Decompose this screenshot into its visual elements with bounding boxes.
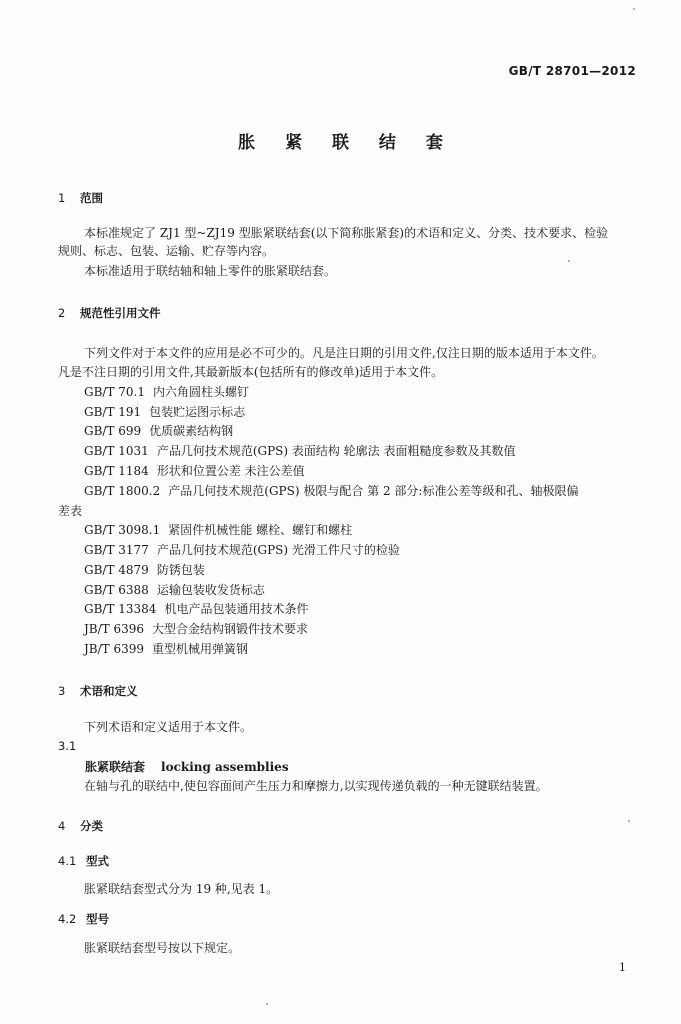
term-chinese: 胀紧联结套 [85,760,146,774]
section-number: 1 [58,191,66,205]
reference-item [84,442,516,460]
reference-code: GB/T 3177 [84,543,149,557]
subsection-title: 型式 [86,854,109,868]
subsection-title: 型号 [86,912,109,926]
section-number: 3 [58,684,66,698]
reference-item [84,383,249,401]
section-number: 4 [58,819,66,833]
term-english: locking assemblies [161,760,289,774]
document-title: 胀 紧 联 结 套 [238,133,455,153]
subsection-4-1-heading [58,853,109,869]
reference-title: 大型合金结构钢锻件技术要求 [152,622,309,636]
section-title: 分类 [80,819,103,833]
reference-title: 形状和位置公差 未注公差值 [156,464,305,478]
scope-applicability: 本标准适用于联结轴和轴上零件的胀紧联结套。 [84,264,337,278]
reference-item [84,640,248,658]
section-3-heading [58,683,138,699]
scan-speck [628,820,630,822]
term-entry [85,758,289,775]
scan-speck [266,1003,268,1005]
reference-item [84,561,205,579]
reference-title: 运输包装收发货标志 [156,583,265,597]
reference-code: GB/T 6388 [84,583,149,597]
clause-number: 3.1 [58,739,77,753]
section-title: 规范性引用文件 [80,306,161,320]
reference-code: GB/T 191 [84,405,142,419]
section-title: 术语和定义 [80,684,138,698]
reference-title: 产品几何技术规范(GPS) 极限与配合 第 2 部分:标准公差等级和孔、轴极限偏 [168,484,579,498]
subsection-number: 4.1 [58,854,77,868]
references-intro-line-2: 凡是不注日期的引用文件,其最新版本(包括所有的修改单)适用于本文件。 [58,365,444,379]
scan-speck [633,8,635,10]
reference-code: GB/T 70.1 [84,385,145,399]
section-4-heading [58,818,103,834]
reference-title: 优质碳素结构钢 [149,424,234,438]
reference-code: JB/T 6399 [84,642,145,656]
reference-title: 重型机械用弹簧钢 [152,642,249,656]
scope-paragraph-line-1: 本标准规定了 ZJ1 型~ZJ19 型胀紧联结套(以下简称胀紧套)的术语和定义、分类、技术要求、检验 [84,226,609,240]
reference-code: GB/T 1800.2 [84,484,161,498]
reference-title: 机电产品包装通用技术条件 [164,602,309,616]
reference-item [84,403,245,421]
reference-code: GB/T 3098.1 [84,523,161,537]
reference-item [84,541,400,559]
model-paragraph: 胀紧联结套型号按以下规定。 [84,941,241,955]
reference-item [84,521,352,539]
reference-item [84,600,308,618]
reference-continuation: 差表 [58,504,83,518]
reference-code: GB/T 1184 [84,464,149,478]
type-paragraph: 胀紧联结套型式分为 19 种,见表 1。 [84,882,279,896]
reference-title: 防锈包装 [156,563,205,577]
page-number: 1 [619,961,626,974]
reference-title: 产品几何技术规范(GPS) 表面结构 轮廓法 表面粗糙度参数及其数值 [156,444,516,458]
reference-title: 紧固件机械性能 螺栓、螺钉和螺柱 [168,523,353,537]
subsection-number: 4.2 [58,912,77,926]
standard-number: GB/T 28701—2012 [508,64,636,78]
terms-intro: 下列术语和定义适用于本文件。 [84,720,253,734]
section-1-heading [58,190,103,206]
reference-item [84,482,578,500]
reference-item [84,581,265,599]
reference-item [84,422,233,440]
term-definition: 在轴与孔的联结中,使包容面间产生压力和摩擦力,以实现传递负载的一种无键联结装置。 [84,779,548,793]
scan-speck [568,260,570,262]
reference-title: 产品几何技术规范(GPS) 光滑工件尺寸的检验 [156,543,400,557]
reference-item [84,620,308,638]
scope-paragraph-line-2: 规则、标志、包装、运输、贮存等内容。 [58,244,275,258]
section-title: 范围 [80,191,103,205]
reference-title: 包装贮运图示标志 [149,405,246,419]
reference-item [84,462,305,480]
references-intro-line-1: 下列文件对于本文件的应用是必不可少的。凡是注日期的引用文件,仅注日期的版本适用于本文件。 [84,346,604,360]
reference-code: GB/T 13384 [84,602,157,616]
reference-code: GB/T 699 [84,424,142,438]
section-2-heading [58,305,161,321]
reference-code: GB/T 1031 [84,444,149,458]
section-number: 2 [58,306,66,320]
reference-code: JB/T 6396 [84,622,145,636]
reference-title: 内六角圆柱头螺钉 [152,385,249,399]
reference-code: GB/T 4879 [84,563,149,577]
subsection-4-2-heading [58,911,109,927]
